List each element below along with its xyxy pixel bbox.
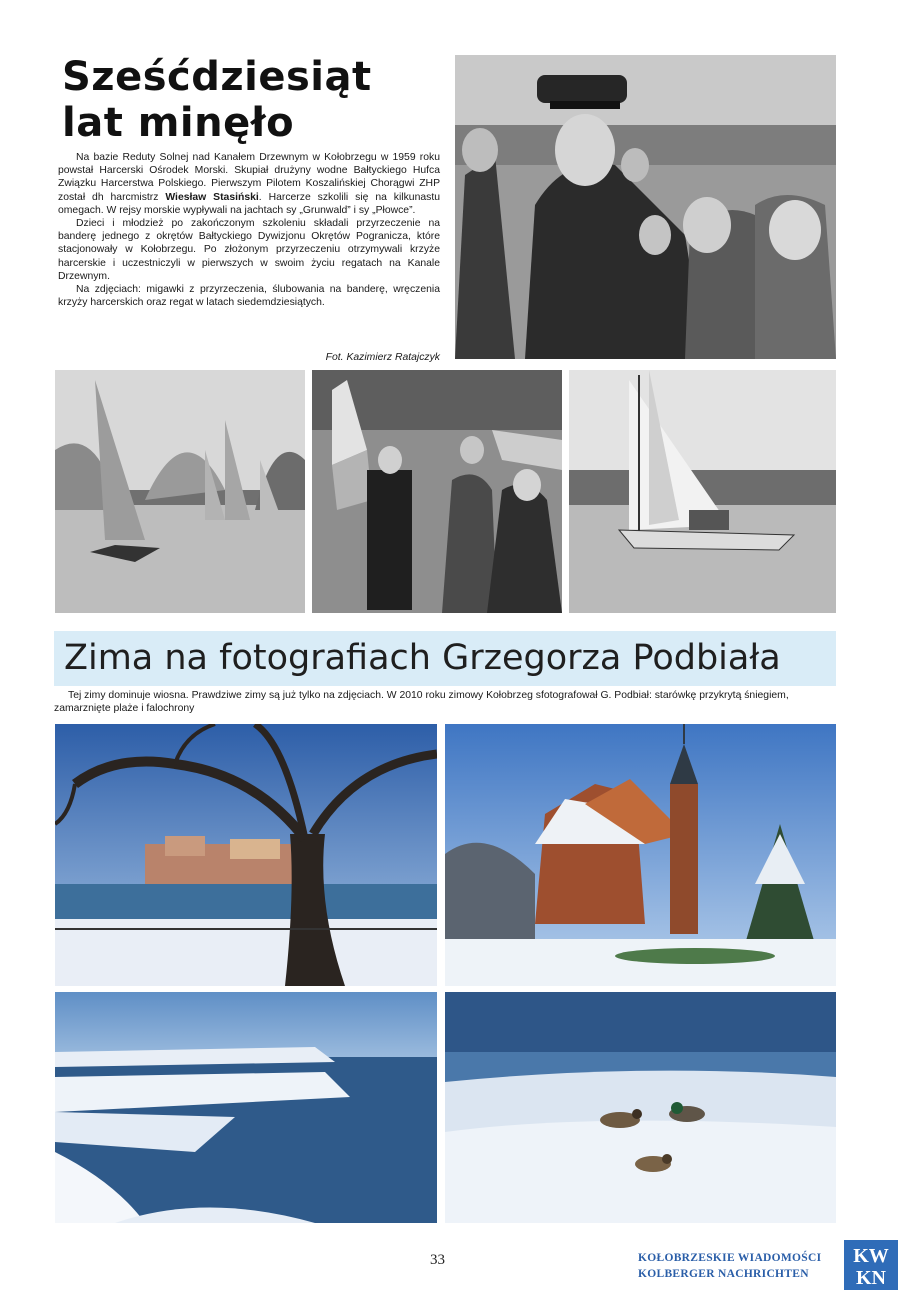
- photo-winter-cathedral: [445, 724, 836, 986]
- article-title: Sześćdziesiąt lat minęło: [62, 54, 372, 146]
- section-title: Zima na fotografiach Grzegorza Podbiała: [64, 638, 781, 678]
- paragraph-1: [58, 151, 440, 217]
- brand-name-german: KOLBERGER NACHRICHTEN: [638, 1268, 809, 1280]
- paragraph-1-end: . Harcerze szkolili się na kilkunastu omegach. W rejsy morskie wypływali na jachtach sy „Grunwald” i sy „Płowce”.: [58, 191, 441, 216]
- person-name: Wiesław Stasiński: [165, 191, 259, 203]
- photo-regatta-omegas: [55, 370, 305, 613]
- photo-frozen-breakwater: [55, 992, 437, 1223]
- svg-text:KW: KW: [853, 1245, 889, 1267]
- brand-name-polish: KOŁOBRZESKIE WIADOMOŚCI: [638, 1252, 822, 1264]
- kw-kn-logo: [844, 1240, 898, 1290]
- article-body: [58, 151, 440, 309]
- page-number: 33: [430, 1252, 445, 1268]
- photo-ceremony-main: [455, 55, 836, 359]
- section-intro: Tej zimy dominuje wiosna. Prawdziwe zimy są już tylko na zdjęciach. W 2010 roku zimowy Kołobrzeg sfotografował G. Podbiał: starówkę przykrytą śniegiem, zamarznięte plaże i falochrony: [54, 690, 789, 715]
- photo-winter-tree: [55, 724, 437, 986]
- photo-credit: Fot. Kazimierz Ratajczyk: [325, 352, 440, 363]
- paragraph-2: Dzieci i młodzież po zakończonym szkoleniu składali przyrzeczenie na banderę jednego z okrętów Bałtyckiego Dywizjonu Okrętów Pogranicza, które stacjonowały w Kołobrzegu. Po złożonym przyrzeczeniu otrzymywali krzyże harcerskie i uczestniczyli w pierwszych w swoim życiu regatach na Kanale Drzewnym.: [58, 218, 440, 282]
- svg-text:KN: KN: [856, 1267, 886, 1289]
- paragraph-3: Na zdjęciach: migawki z przyrzeczenia, ślubowania na banderę, wręczenia krzyży harcerskich oraz regat w latach siedemdziesiątych.: [58, 284, 440, 309]
- photo-ducks-snow: [445, 992, 836, 1223]
- photo-sailboat: [569, 370, 836, 613]
- paragraph-1-text: Na bazie Reduty Solnej nad Kanałem Drzewnym w Kołobrzegu w 1959 roku powstał Harcerski Ośrodek Morski. Skupiał drużyny wodne Bałtyckiego Hufca Związku Harcerstwa Polskiego. Pierwszym Pilotem Koszalińskiej Chorągwi ZHP został dh harcmistrz: [58, 152, 440, 203]
- photo-flag-ceremony: [312, 370, 562, 613]
